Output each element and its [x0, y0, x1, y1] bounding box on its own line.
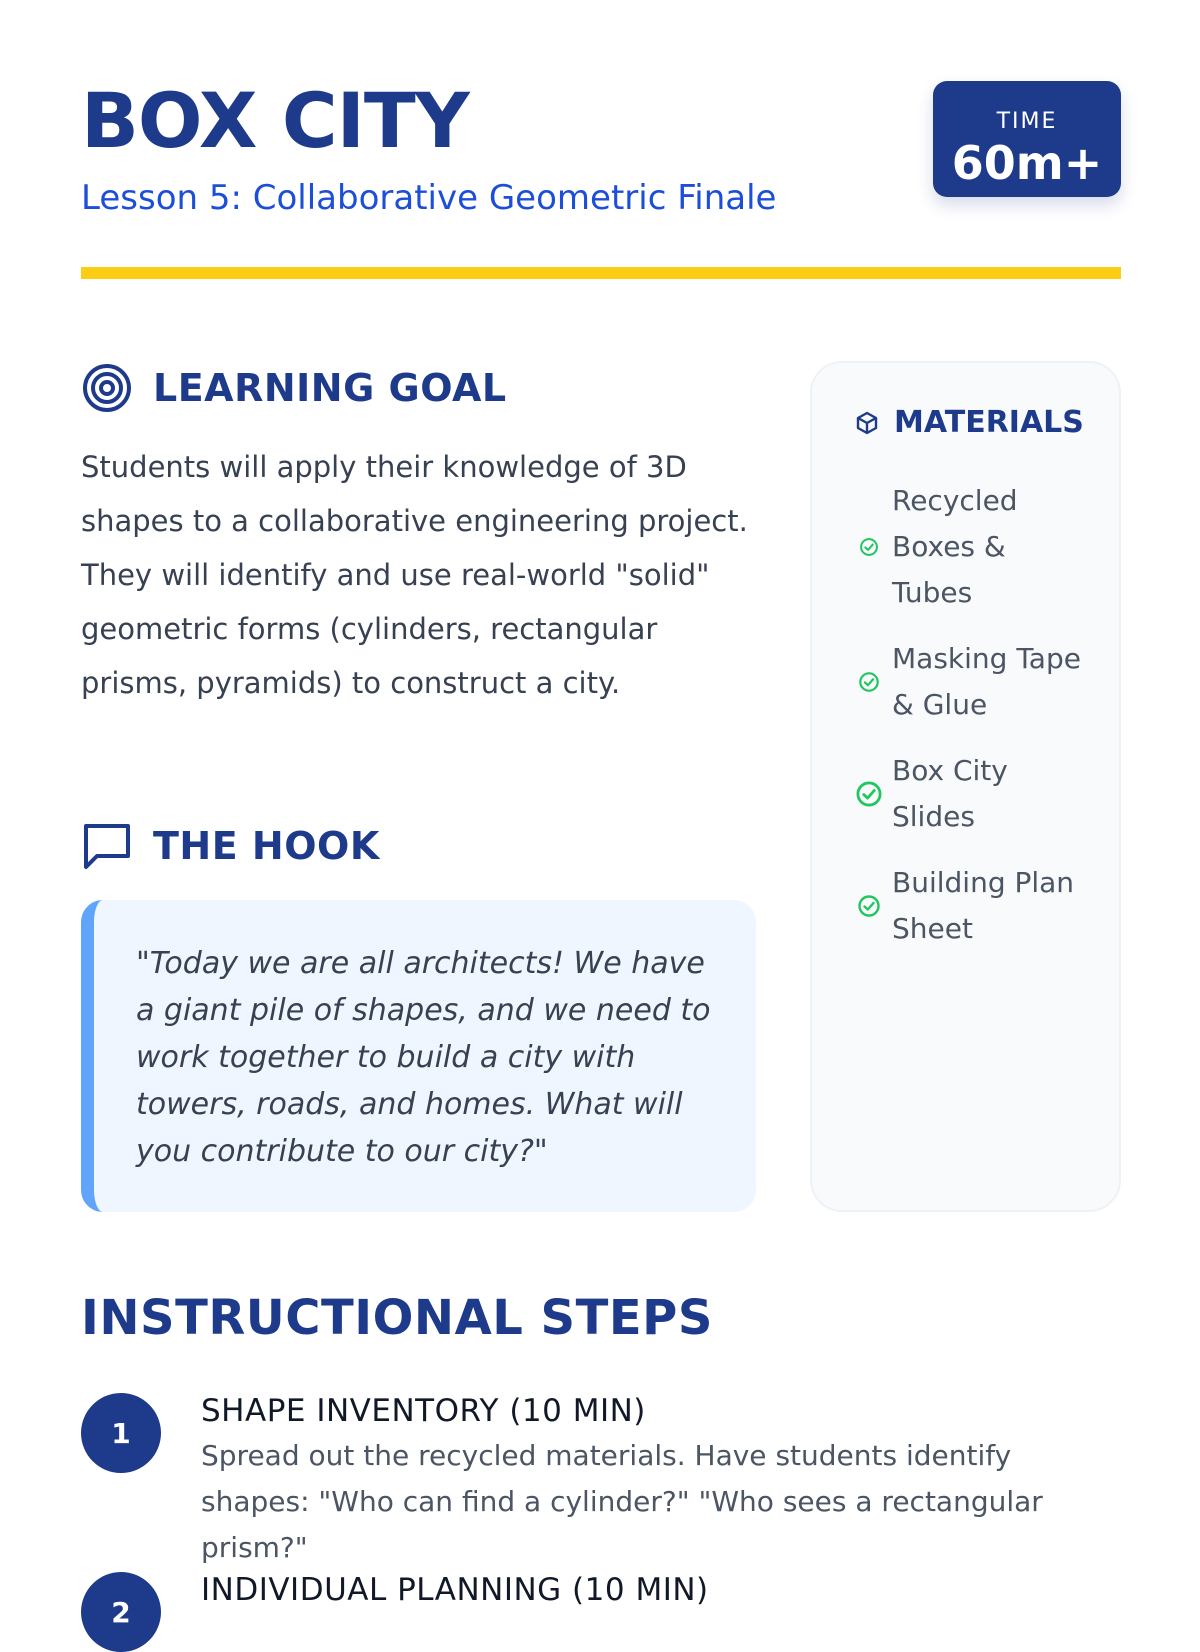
lesson-header: [81, 76, 1121, 280]
time-label: TIME: [996, 109, 1058, 134]
check-circle-icon: [854, 537, 884, 557]
material-label: Masking Tape & Glue: [892, 642, 1081, 721]
learning-goal-label: LEARNING GOAL: [153, 366, 507, 410]
learning-goal-text: Students will apply their knowledge of 3D shapes to a collaborative engineering project. They will identify and use real-world "solid" geometric forms (cylinders, rectangular prisms, pyramids) to construct a city.: [81, 450, 748, 700]
speech-bubble-icon: [81, 820, 133, 872]
hook-heading: [81, 820, 380, 872]
material-label: Building Plan Sheet: [892, 866, 1075, 945]
step-number-badge: 2: [81, 1572, 161, 1652]
materials-card: [810, 361, 1121, 1212]
check-circle-icon: [854, 671, 884, 693]
hook-label: THE HOOK: [153, 824, 380, 868]
list-item: [854, 748, 1094, 840]
material-label: Recycled Boxes & Tubes: [892, 484, 1018, 609]
cube-icon: [854, 410, 880, 436]
page-title: BOX CITY: [81, 76, 469, 165]
time-badge: [933, 81, 1121, 197]
list-item: [854, 478, 1094, 616]
material-label: Box City Slides: [892, 754, 1008, 833]
lesson-subtitle: Lesson 5: Collaborative Geometric Finale: [81, 178, 777, 218]
instructional-steps-heading: INSTRUCTIONAL STEPS: [81, 1290, 713, 1346]
check-circle-icon: [854, 780, 884, 808]
check-circle-icon: [854, 894, 884, 918]
learning-goal-heading: [81, 362, 507, 414]
materials-label: MATERIALS: [894, 405, 1084, 440]
hook-quote: "Today we are all architects! We have a giant pile of shapes, and we need to work together to build a city with towers, roads, and homes. What will you contribute to our city?": [136, 946, 711, 1169]
step-description: Spread out the recycled materials. Have students identify shapes: "Who can find a cylinder?" "Who sees a rectangular prism?": [201, 1439, 1043, 1564]
list-item: [854, 860, 1094, 952]
materials-heading: [854, 405, 1084, 440]
materials-list: [854, 478, 1094, 972]
list-item: [854, 636, 1094, 728]
target-icon: [81, 362, 133, 414]
step-number-badge: 1: [81, 1393, 161, 1473]
hook-quote-box: [81, 900, 756, 1212]
step-title: INDIVIDUAL PLANNING (10 MIN): [201, 1572, 709, 1608]
time-value: 60m+: [951, 136, 1103, 190]
step-title: SHAPE INVENTORY (10 MIN): [201, 1393, 646, 1429]
header-divider: [81, 267, 1121, 279]
